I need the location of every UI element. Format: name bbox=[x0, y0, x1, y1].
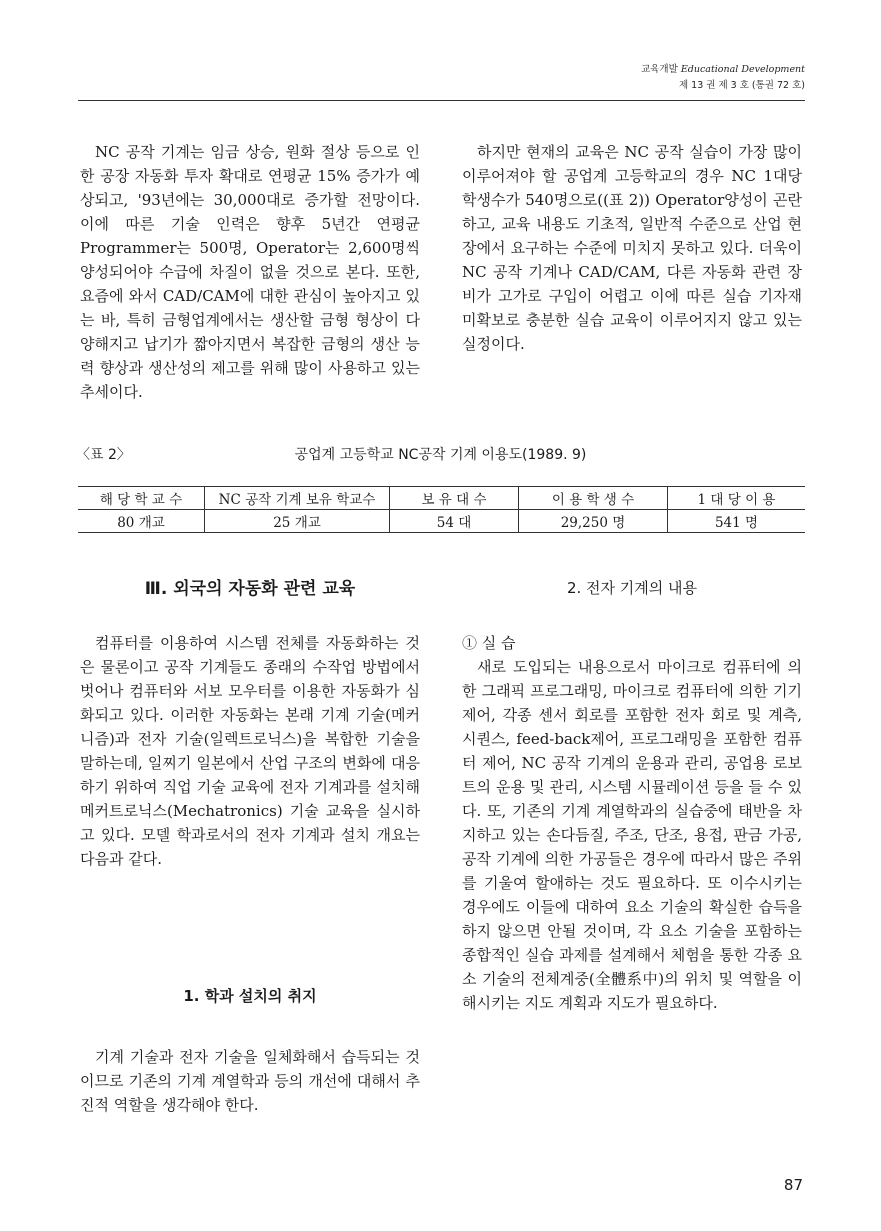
subsection-1-body bbox=[80, 1045, 420, 1117]
section-3-paragraph: 컴퓨터를 이용하여 시스템 전체를 자동화하는 것은 물론이고 공작 기계들도 종래의 수작업 방법에서 벗어나 컴퓨터와 서보 모우터를 이용한 자동화가 심화되고 있다. 이러한 자동화는 본래 기계 기술(메커니즘)과 전자 기술(일렉트로닉스)을 복합한 기술을 말하는데, 일찌기 일본에서 산업 구조의 변화에 대응하기 위하여 직업 기술 교육에 전자 기계과를 설치해 메커트로닉스(Mechatronics) 기술 교육을 실시하고 있다. 모델 학과로서의 전자 기계과 설치 개요는 다음과 같다. bbox=[80, 634, 420, 868]
subsection-1-paragraph: 기계 기술과 전자 기술을 일체화해서 습득되는 것이므로 기존의 기계 계열학과 등의 개선에 대해서 추진적 역할을 생각해야 한다. bbox=[80, 1048, 420, 1114]
table-cell: 54 대 bbox=[390, 510, 519, 533]
section-3-title: Ⅲ. 외국의 자동화 관련 교육 bbox=[144, 579, 356, 599]
table-row bbox=[78, 510, 805, 533]
journal-volume: 제 13 권 제 3 호 (통권 72 호) bbox=[678, 80, 805, 91]
table-header-cell: 이 용 학 생 수 bbox=[519, 487, 668, 510]
table-cell: 29,250 명 bbox=[519, 510, 668, 533]
journal-name-ko: 교육개발 bbox=[641, 64, 678, 75]
header-rule bbox=[78, 100, 805, 101]
table-header-cell: 보 유 대 수 bbox=[390, 487, 519, 510]
nc-usage-table bbox=[78, 486, 805, 533]
section-2-title: 2. 전자 기계의 내용 bbox=[566, 579, 698, 597]
table-title: 공업계 고등학교 NC공작 기계 이용도(1989. 9) bbox=[294, 447, 587, 463]
journal-name-en: Educational Development bbox=[680, 64, 805, 75]
section-3-body bbox=[80, 631, 420, 871]
table-header-row bbox=[78, 487, 805, 510]
page-number: 87 bbox=[783, 1176, 803, 1194]
practice-item-label: ① 실 습 bbox=[462, 634, 516, 652]
table-label: 〈표 2〉 bbox=[76, 447, 131, 463]
table-header-cell: 1 대 당 이 용 bbox=[668, 487, 806, 510]
journal-header bbox=[641, 62, 805, 94]
subsection-1-title: 1. 학과 설치의 취지 bbox=[183, 987, 317, 1005]
table-cell: 80 개교 bbox=[78, 510, 205, 533]
table-cell: 25 개교 bbox=[205, 510, 390, 533]
table-header-cell: NC 공작 기계 보유 학교수 bbox=[205, 487, 390, 510]
table-cell: 541 명 bbox=[668, 510, 806, 533]
top-right-column bbox=[462, 140, 802, 356]
section-2-paragraph: 새로 도입되는 내용으로서 마이크로 컴퓨터에 의한 그래픽 프로그래밍, 마이크로 컴퓨터에 의한 기기 제어, 각종 센서 회로를 포함한 전자 회로 및 계측, 시퀀스, feed-back제어, 프로그래밍을 포함한 컴퓨터 제어, NC 공작 기계의 운용과 관리, 공업용 로보트의 운용 및 관리, 시스템 시뮬레이션 등을 들 수 있다. 또, 기존의 기계 계열학과의 실습중에 태반을 차지하고 있는 손다듬질, 주조, 단조, 용접, 판금 가공, 공작 기계에 의한 가공들은 경우에 따라서 많은 주위를 기울여 할애하는 것도 필요하다. 또 이수시키는 경우에도 이들에 대하여 요소 기술의 확실한 습득을 하지 않으면 안될 것이며, 각 요소 기술을 포함하는 종합적인 실습 과제를 설계해서 체험을 통한 각종 요소 기술의 전체계중(全體系中)의 위치 및 역할을 이해시키는 지도 계획과 지도가 필요하다. bbox=[462, 658, 802, 1012]
top-left-paragraph: NC 공작 기계는 임금 상승, 원화 절상 등으로 인한 공장 자동화 투자 확대로 연평균 15% 증가가 예상되고, '93년에는 30,000대로 증가할 전망이다. 이에 따른 기술 인력은 향후 5년간 연평균 Programmer는 500명, Operator는 2,600명씩 양성되어야 수급에 차질이 없을 것으로 본다. 또한, 요즘에 와서 CAD/CAM에 대한 관심이 높아지고 있는 바, 특히 금형업계에서는 생산할 금형 형상이 다양해지고 납기가 짧아지면서 복잡한 금형의 생산 능력 향상과 생산성의 제고를 위해 많이 사용하고 있는 추세이다. bbox=[80, 143, 420, 401]
top-right-paragraph: 하지만 현재의 교육은 NC 공작 실습이 가장 많이 이루어져야 할 공업계 고등학교의 경우 NC 1대당 학생수가 540명으로((표 2)) Operator양성이 곤란하고, 교육 내용도 기초적, 일반적 수준으로 산업 현장에서 요구하는 수준에 미치지 못하고 있다. 더욱이 NC 공작 기계나 CAD/CAM, 다른 자동화 관련 장비가 고가로 구입이 어렵고 이에 따른 실습 기자재 미확보로 충분한 실습 교육이 이루어지지 않고 있는 실정이다. bbox=[462, 143, 802, 353]
top-left-column bbox=[80, 140, 420, 404]
table-header-cell: 해 당 학 교 수 bbox=[78, 487, 205, 510]
section-2-body bbox=[462, 631, 802, 1015]
